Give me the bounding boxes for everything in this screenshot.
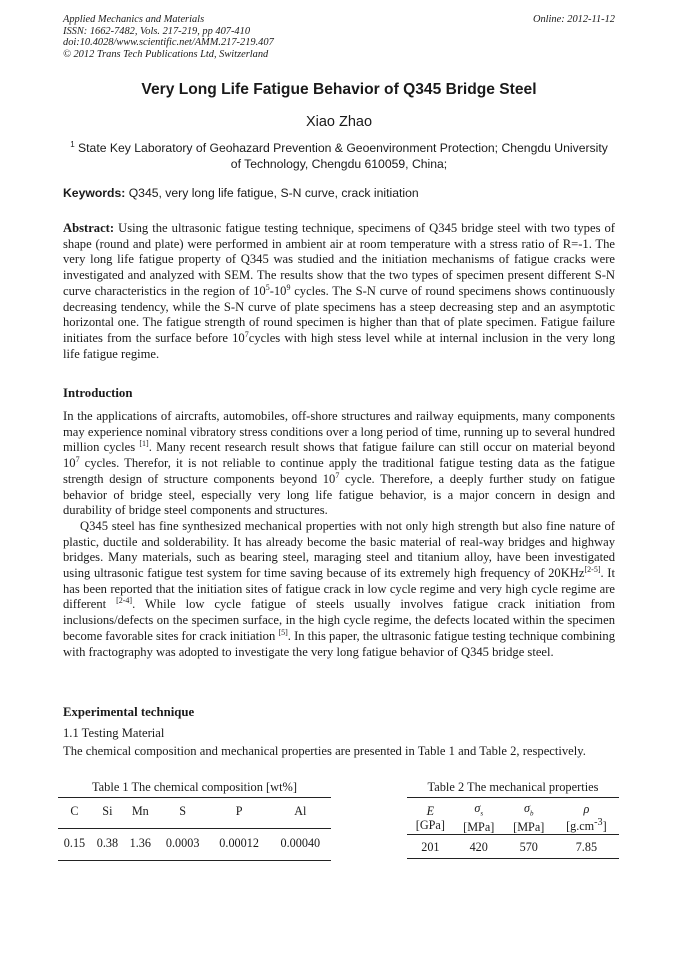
symbol-subscript: s [480,809,484,818]
table2-header [407,798,454,835]
table1-cell: 0.00012 [209,829,270,861]
tensile-strength-symbol [504,801,554,820]
journal-header [63,14,615,60]
table1-header: P [209,798,270,829]
intro-paragraph-1 [63,409,615,519]
table2-unit: [MPa] [513,820,545,835]
author-name: Xiao Zhao [305,114,373,130]
paragraph-text: In the applications of aircrafts, automobiles, off-shore structures and railway equipments, many components may experience nominal vibratory stress conditions over a long period of time, running up to several hundred million cycles [63,409,615,455]
exponent: 7 [244,329,249,339]
abstract-text: cycles with high stess level while at internal inclusion in the very long life fatigue regime. [63,330,616,361]
density-symbol: ρ [583,802,590,817]
table1-header: S [157,798,209,829]
table1-header: C [58,798,91,829]
table2-header [454,798,504,835]
abstract-text: cycles. The S-N curve of round specimens shows continuously decreasing tendency, while the S-N curve of plate specimens has a steep decreasing step and an asymptotic horizontal one. The fatigue strength of round specimen is higher than that of plate specimen. Fatigue failure initiates from the surface before 10 [63,283,615,345]
table1-cell: 1.36 [124,829,157,861]
table1-cell: 0.15 [58,829,91,861]
keywords-label: Keywords: [63,186,126,200]
exponent: 7 [75,455,80,465]
exponent: 9 [286,282,291,292]
table2-unit: [MPa] [463,820,495,835]
table1-header: Mn [124,798,157,829]
exponent: 5 [265,282,270,292]
symbol-glyph: σ [523,801,530,815]
abstract-text: -10 [269,283,287,298]
doi-line: doi:10.4028/www.scientific.net/AMM.217-219.407 [63,37,274,48]
paper-title: Very Long Life Fatigue Behavior of Q345 Bridge Steel [141,81,537,98]
table1-cell: 0.00040 [270,829,331,861]
introduction-body [63,409,615,660]
citation: [5] [278,627,288,637]
citation: [1] [139,439,149,449]
affiliation [63,137,615,172]
table2-header [504,798,554,835]
experimental-text: The chemical composition and mechanical properties are presented in Table 1 and Table 2, respectively. [63,744,586,758]
citation: [2-4] [116,596,133,606]
paragraph-text: . Many recent research result shows that fatigue failure can still occur on material beyond 10 [63,440,615,471]
unit-text: ] [602,819,607,834]
table2-cell: 420 [454,835,504,859]
unit-exponent: -3 [594,817,603,829]
table2-cell: 201 [407,835,454,859]
paragraph-text: cycle. Therefore, a deeply further study on fatigue behavior of bridge steel, especially very long life fatigue behavior, is a major concern in design and durability of bridge steel components and structures. [63,471,616,518]
abstract [63,221,615,362]
affiliation-marker: 1 [70,140,75,149]
table2-header [554,798,619,835]
table2-cell: 7.85 [554,835,619,859]
table2-caption: Table 2 The mechanical properties [427,780,599,794]
paragraph-text: . It has been reported that the initiation sites of fatigue crack in low cycle regime and very high cycle regime are different [63,566,615,612]
table1-header: Si [91,798,124,829]
table1-cell: 0.38 [91,829,124,861]
symbol-glyph: σ [474,801,481,815]
paragraph-text: . While low cycle fatigue of steels usually involves fatigue crack initiation from inclusions/defects on the specimen surface, in the high cycle regime, the defects located within the specimen become favorable sites for crack initiation [63,597,615,643]
table-mechanical-properties [407,780,619,859]
issn-line: ISSN: 1662-7482, Vols. 217-219, pp 407-410 [63,25,251,37]
keywords [63,186,615,200]
affiliation-line-1: State Key Laboratory of Geohazard Prevention & Geoenvironment Protection; Chengdu University [78,141,608,155]
table1-caption: Table 1 The chemical composition [wt%] [91,780,297,794]
experimental-heading: Experimental technique [63,705,195,719]
unit-text: [g.cm [566,819,595,834]
modulus-symbol: E [426,803,435,818]
symbol-subscript: b [530,809,534,818]
yield-strength-symbol [454,801,504,820]
intro-paragraph-2 [63,519,615,660]
keywords-text: Q345, very long life fatigue, S-N curve, crack initiation [128,186,419,200]
exponent: 7 [335,470,340,480]
affiliation-line-2: of Technology, Chengdu 610059, China; [230,157,448,171]
citation: [2-5] [584,565,601,575]
table2-unit: [GPa] [415,817,445,832]
copyright-line: © 2012 Trans Tech Publications Ltd, Switzerland [63,48,269,60]
journal-name: Applied Mechanics and Materials [63,14,205,25]
paragraph-text: Q345 steel has fine synthesized mechanical properties with not only high strength but also fine nature of plastic, ductile and solderability. It has already become the basic material of real-way bridges and highway bridges. Many materials, such as bearing steel, maraging steel and titanium alloy, have been investigated using ultrasonic fatigue test system for time saving because of its extremely high frequency of 20KHz [63,518,615,581]
online-date: Online: 2012-11-12 [532,14,615,25]
testing-material-subheading: 1.1 Testing Material [63,726,165,740]
table-chemical-composition [58,780,331,861]
table2-unit [566,819,607,833]
abstract-text: Using the ultrasonic fatigue testing technique, specimens of Q345 bridge steel with two types of shape (round and plate) were performed in ambient air at room temperature with a stress ratio of R=-1. The very long life fatigue property of Q345 was studied and the initiation mechanisms of fatigue cracks were investigated and analyzed with SEM. The results show that the two types of specimen present different S-N curve characteristics in the region of 10 [63,221,615,298]
table1-cell: 0.0003 [157,829,209,861]
introduction-heading: Introduction [63,386,133,400]
abstract-label: Abstract: [63,221,115,235]
table1-header: Al [270,798,331,829]
paragraph-text: . In this paper, the ultrasonic fatigue testing technique combining with fractography was adopted to investigate the very long fatigue behavior of Q345 bridge steel. [63,628,616,659]
table2-cell: 570 [504,835,554,859]
paragraph-text: cycles. Therefor, it is not reliable to continue apply the traditional fatigue testing data as the fatigue strength design of structure components beyond 10 [63,456,615,486]
